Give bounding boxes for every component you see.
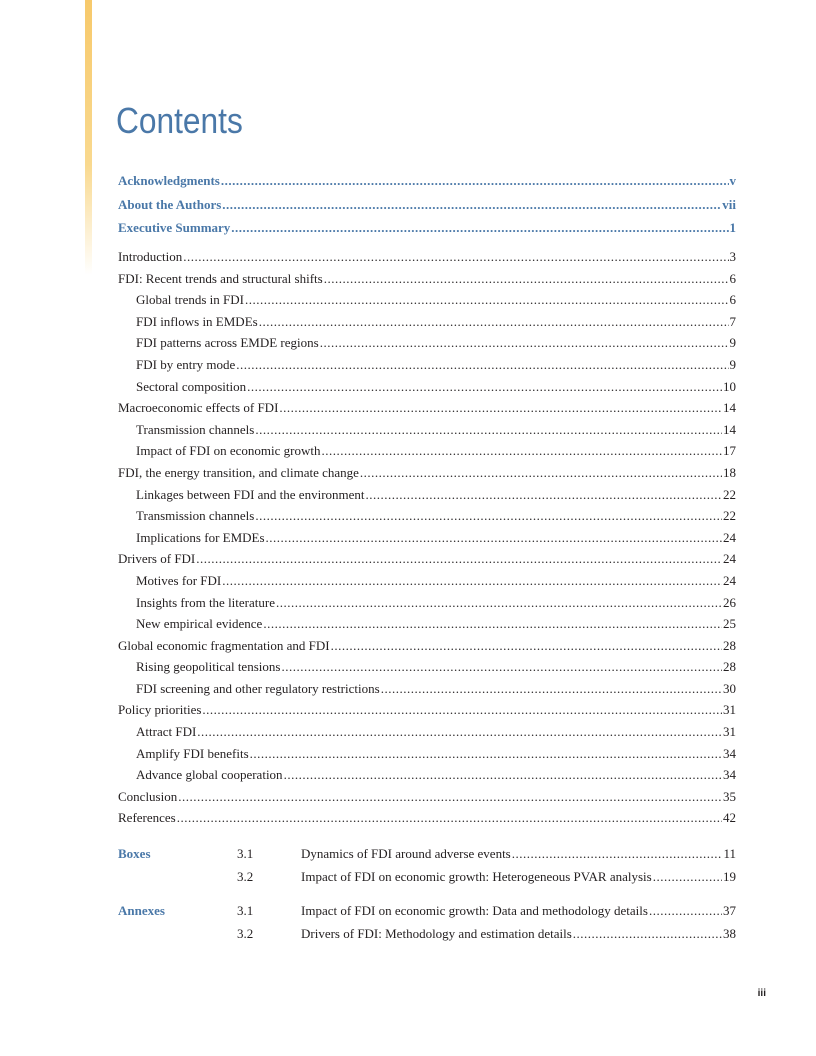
toc-subentry[interactable] <box>118 440 736 462</box>
toc-subentry[interactable] <box>118 376 736 398</box>
dot-leader <box>247 376 722 398</box>
toc-subentry[interactable] <box>118 678 736 700</box>
toc-entry-page: 34 <box>723 745 736 761</box>
toc-entry-label: Macroeconomic effects of FDI <box>118 400 279 416</box>
toc-entry-page: 9 <box>729 335 736 351</box>
toc-entry-page: 35 <box>723 788 736 804</box>
dot-leader <box>245 289 729 311</box>
dot-leader <box>222 193 721 217</box>
toc-entry[interactable] <box>118 548 736 570</box>
toc-subentry[interactable] <box>118 505 736 527</box>
main-contents-list <box>118 246 736 829</box>
toc-subentry[interactable] <box>118 570 736 592</box>
toc-entry-about-the-authors[interactable] <box>118 193 736 217</box>
toc-entry-page: 22 <box>723 486 736 502</box>
dot-leader <box>331 635 722 657</box>
toc-entry-page: 10 <box>723 378 736 394</box>
dot-leader <box>279 397 722 419</box>
toc-entry-label: Introduction <box>118 249 183 264</box>
toc-entry-label: FDI by entry mode <box>136 356 236 372</box>
dot-leader <box>266 527 722 549</box>
dot-leader <box>221 169 729 193</box>
dot-leader <box>255 419 722 441</box>
page-number: iii <box>757 988 766 999</box>
toc-entry-label: References <box>118 810 176 826</box>
toc-entry-page: 17 <box>723 443 736 459</box>
box-page: 11 <box>723 846 736 861</box>
toc-entry-label: Sectoral composition <box>136 378 247 394</box>
toc-entry-label: New empirical evidence <box>136 616 263 632</box>
front-matter-list <box>118 169 736 240</box>
toc-entry-label: Implications for EMDEs <box>136 529 265 545</box>
toc-entry[interactable] <box>118 397 736 419</box>
dot-leader <box>196 548 722 570</box>
dot-leader <box>183 246 728 268</box>
toc-entry-page: 24 <box>723 529 736 545</box>
toc-entry-page: 28 <box>723 637 736 653</box>
toc-subentry[interactable] <box>118 354 736 376</box>
toc-entry-page: 31 <box>723 724 736 740</box>
box-number: 3.2 <box>237 869 254 884</box>
page-title: Contents <box>116 100 243 141</box>
toc-entry-page: 9 <box>729 356 736 372</box>
toc-entry-page: 34 <box>723 767 736 783</box>
toc-entry-page: 31 <box>723 702 736 718</box>
toc-entry-label: Executive Summary <box>118 220 231 235</box>
annexes-row-2[interactable] <box>118 922 736 945</box>
toc-entry-label: FDI patterns across EMDE regions <box>136 335 319 351</box>
toc-entry-acknowledgments[interactable] <box>118 169 736 193</box>
toc-subentry[interactable] <box>118 656 736 678</box>
toc-entry-page: 14 <box>723 421 736 437</box>
toc-entry-page: 30 <box>723 680 736 696</box>
toc-entry-page: v <box>729 173 736 188</box>
toc-subentry[interactable] <box>118 764 736 786</box>
box-label: Dynamics of FDI around adverse events <box>301 846 511 861</box>
toc-subentry[interactable] <box>118 484 736 506</box>
toc-entry-label: Motives for FDI <box>136 572 222 588</box>
dot-leader <box>178 786 722 808</box>
toc-entry-page: 6 <box>729 270 736 286</box>
toc-entry[interactable] <box>118 699 736 721</box>
dot-leader <box>202 699 722 721</box>
box-entry <box>301 865 736 888</box>
toc-entry-label: FDI inflows in EMDEs <box>136 313 258 329</box>
dot-leader <box>222 570 722 592</box>
toc-entry-executive-summary[interactable] <box>118 216 736 240</box>
toc-subentry[interactable] <box>118 311 736 333</box>
annex-label: Drivers of FDI: Methodology and estimation details <box>301 926 572 941</box>
annex-page: 37 <box>723 903 736 918</box>
toc-entry-label: FDI, the energy transition, and climate change <box>118 464 359 480</box>
toc-entry[interactable] <box>118 807 736 829</box>
dot-leader <box>231 216 728 240</box>
box-label: Impact of FDI on economic growth: Heterogeneous PVAR analysis <box>301 869 652 884</box>
toc-entry-page: 24 <box>723 572 736 588</box>
toc-subentry[interactable] <box>118 419 736 441</box>
annexes-row-1[interactable] <box>118 899 736 922</box>
toc-entry-label: Global economic fragmentation and FDI <box>118 637 330 653</box>
toc-entry-page: 42 <box>723 810 736 826</box>
boxes-section <box>118 842 736 888</box>
dot-leader <box>360 462 722 484</box>
toc-entry[interactable] <box>118 635 736 657</box>
dot-leader <box>177 807 722 829</box>
toc-entry-page: 18 <box>723 464 736 480</box>
boxes-heading: Boxes <box>118 846 151 861</box>
annex-entry <box>301 899 736 922</box>
toc-subentry[interactable] <box>118 332 736 354</box>
toc-subentry[interactable] <box>118 721 736 743</box>
box-number: 3.1 <box>237 846 254 861</box>
toc-entry-page: 1 <box>729 220 736 235</box>
toc-entry-label: Policy priorities <box>118 702 202 718</box>
toc-entry-label: Acknowledgments <box>118 173 220 188</box>
dot-leader <box>281 656 722 678</box>
toc-entry-page: 3 <box>729 249 736 264</box>
toc-entry-page: 14 <box>723 400 736 416</box>
annex-number: 3.1 <box>237 903 254 918</box>
toc-entry-page: 7 <box>729 313 736 329</box>
dot-leader <box>284 764 722 786</box>
toc-entry-label: Transmission channels <box>136 508 255 524</box>
toc-entry-label: Advance global cooperation <box>136 767 283 783</box>
toc-subentry[interactable] <box>118 743 736 765</box>
toc-entry-label: Amplify FDI benefits <box>136 745 249 761</box>
dot-leader <box>321 440 722 462</box>
boxes-row-2[interactable] <box>118 865 736 888</box>
toc-entry-page: 26 <box>723 594 736 610</box>
toc-entry-label: Linkages between FDI and the environment <box>136 486 365 502</box>
toc-subentry[interactable] <box>118 592 736 614</box>
toc-subentry[interactable] <box>118 527 736 549</box>
dot-leader <box>263 613 722 635</box>
dot-leader <box>236 354 728 376</box>
dot-leader <box>259 311 729 333</box>
accent-bar <box>85 0 92 275</box>
toc-entry-label: Transmission channels <box>136 421 255 437</box>
dot-leader <box>324 268 729 290</box>
toc-entry-label: FDI screening and other regulatory restrictions <box>136 680 380 696</box>
toc-entry-label: Conclusion <box>118 788 178 804</box>
dot-leader <box>255 505 722 527</box>
toc-entry-label: Drivers of FDI <box>118 551 196 567</box>
toc-entry-page: 22 <box>723 508 736 524</box>
toc-entry[interactable] <box>118 786 736 808</box>
toc-entry-label: Attract FDI <box>136 724 197 740</box>
toc-entry-label: Impact of FDI on economic growth <box>136 443 321 459</box>
toc-entry-label: About the Authors <box>118 196 222 212</box>
dot-leader <box>653 865 722 888</box>
annex-number: 3.2 <box>237 926 254 941</box>
dot-leader <box>366 484 722 506</box>
dot-leader <box>250 743 722 765</box>
toc-entry-label: Insights from the literature <box>136 594 275 610</box>
annexes-section <box>118 899 736 945</box>
annex-entry <box>301 922 736 945</box>
toc-entry-page: 25 <box>723 616 736 632</box>
box-entry <box>301 842 736 865</box>
annex-page: 38 <box>723 926 736 941</box>
toc-entry-label: Rising geopolitical tensions <box>136 659 281 675</box>
dot-leader <box>573 922 722 945</box>
toc-subentry[interactable] <box>118 613 736 635</box>
dot-leader <box>649 899 722 922</box>
dot-leader <box>320 332 729 354</box>
dot-leader <box>276 592 722 614</box>
annex-label: Impact of FDI on economic growth: Data and methodology details <box>301 903 648 918</box>
toc-entry-label: Global trends in FDI <box>136 292 244 308</box>
toc-entry-page: vii <box>722 196 736 212</box>
toc-entry-label: FDI: Recent trends and structural shifts <box>118 270 323 286</box>
toc-entry[interactable] <box>118 268 736 290</box>
dot-leader <box>197 721 722 743</box>
toc-entry-page: 6 <box>729 292 736 308</box>
toc-entry-page: 28 <box>723 659 736 675</box>
dot-leader <box>512 842 723 865</box>
boxes-row-1[interactable] <box>118 842 736 865</box>
toc-subentry[interactable] <box>118 289 736 311</box>
toc-entry[interactable] <box>118 462 736 484</box>
toc-entry[interactable] <box>118 246 736 268</box>
toc-entry-page: 24 <box>723 551 736 567</box>
annexes-heading: Annexes <box>118 903 165 918</box>
box-page: 19 <box>723 869 736 884</box>
dot-leader <box>381 678 722 700</box>
